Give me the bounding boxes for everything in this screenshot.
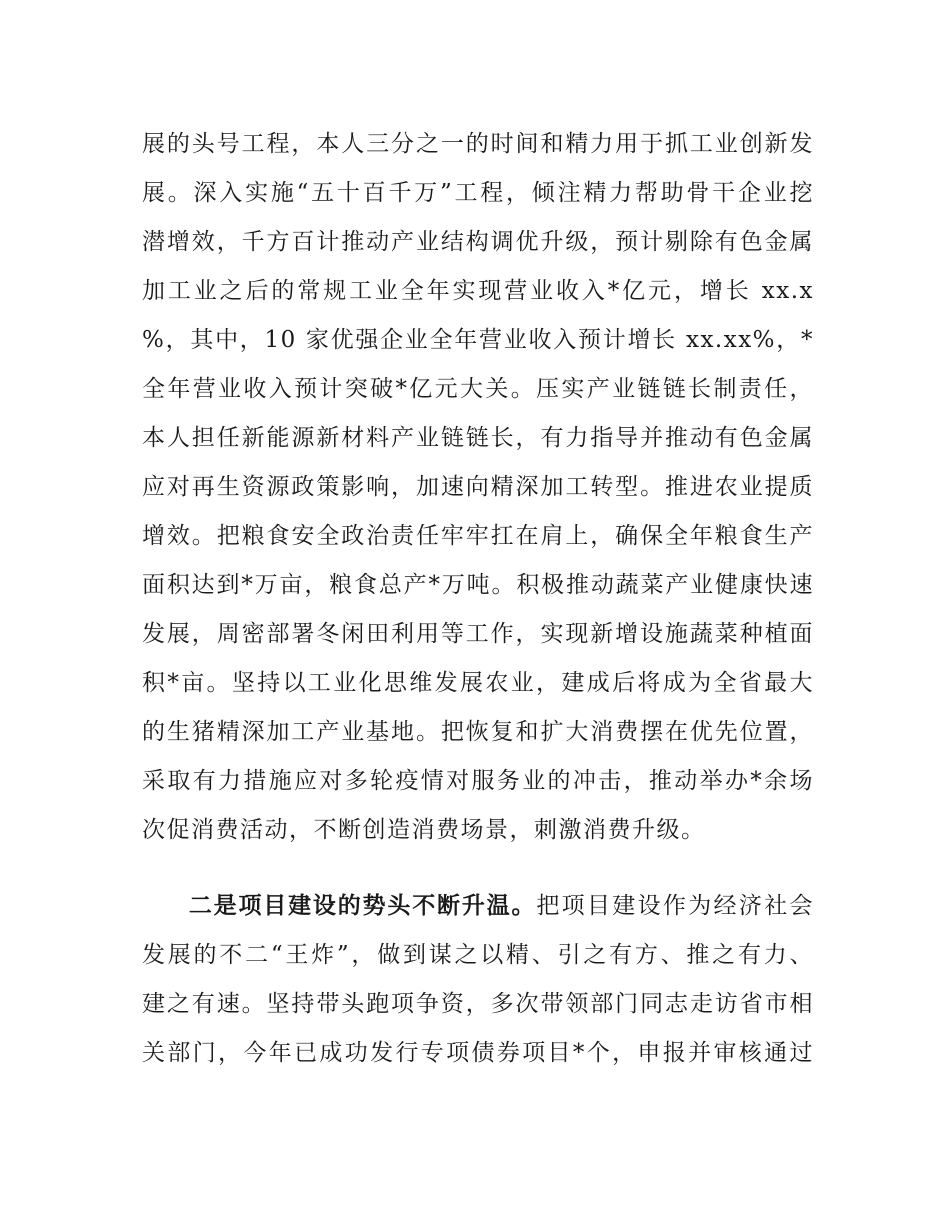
text-run: 把项目建设作为经济社会 bbox=[536, 893, 815, 919]
text-line: 的生猪精深加工产业基地。把恢复和扩大消费摆在优先位置， bbox=[142, 719, 814, 745]
text-line-first bbox=[142, 882, 814, 931]
text-line: 建之有速。坚持带头跑项争资，多次带领部门同志走访省市相 bbox=[142, 991, 814, 1017]
text-line: 增效。把粮食安全政治责任牢牢扛在肩上，确保全年粮食生产 bbox=[142, 523, 814, 549]
paragraph-project-construction bbox=[142, 882, 814, 1078]
text-line: 展。深入实施“五十百千万”工程，倾注精力帮助骨干企业挖 bbox=[142, 180, 814, 206]
text-line: 积*亩。坚持以工业化思维发展农业，建成后将成为全省最大 bbox=[142, 670, 814, 696]
text-line: 本人担任新能源新材料产业链链长，有力指导并推动有色金属 bbox=[142, 425, 814, 451]
text-line: 潜增效，千方百计推动产业结构调优升级，预计剔除有色金属 bbox=[142, 229, 814, 255]
text-line: 面积达到*万亩，粮食总产*万吨。积极推动蔬菜产业健康快速 bbox=[142, 572, 814, 598]
text-line: 展的头号工程，本人三分之一的时间和精力用于抓工业创新发 bbox=[142, 131, 814, 157]
text-line: 关部门，今年已成功发行专项债券项目*个，申报并审核通过 bbox=[142, 1040, 814, 1066]
text-line: %，其中，10 家优强企业全年营业收入预计增长 xx.xx%，* bbox=[142, 327, 814, 353]
text-line: 采取有力措施应对多轮疫情对服务业的冲击，推动举办*余场 bbox=[142, 768, 814, 794]
text-line: 发展的不二“王炸”，做到谋之以精、引之有方、推之有力、 bbox=[142, 942, 814, 968]
text-line: 全年营业收入预计突破*亿元大关。压实产业链链长制责任， bbox=[142, 376, 814, 402]
text-line: 应对再生资源政策影响，加速向精深加工转型。推进农业提质 bbox=[142, 474, 814, 500]
text-line: 发展，周密部署冬闲田利用等工作，实现新增设施蔬菜种植面 bbox=[142, 621, 814, 647]
section-heading: 二是项目建设的势头不断升温。 bbox=[188, 893, 537, 919]
text-line: 加工业之后的常规工业全年实现营业收入*亿元，增长 xx.x bbox=[142, 278, 814, 304]
paragraph-industry-agriculture bbox=[142, 120, 814, 855]
text-line: 次促消费活动，不断创造消费场景，刺激消费升级。 bbox=[142, 817, 706, 843]
